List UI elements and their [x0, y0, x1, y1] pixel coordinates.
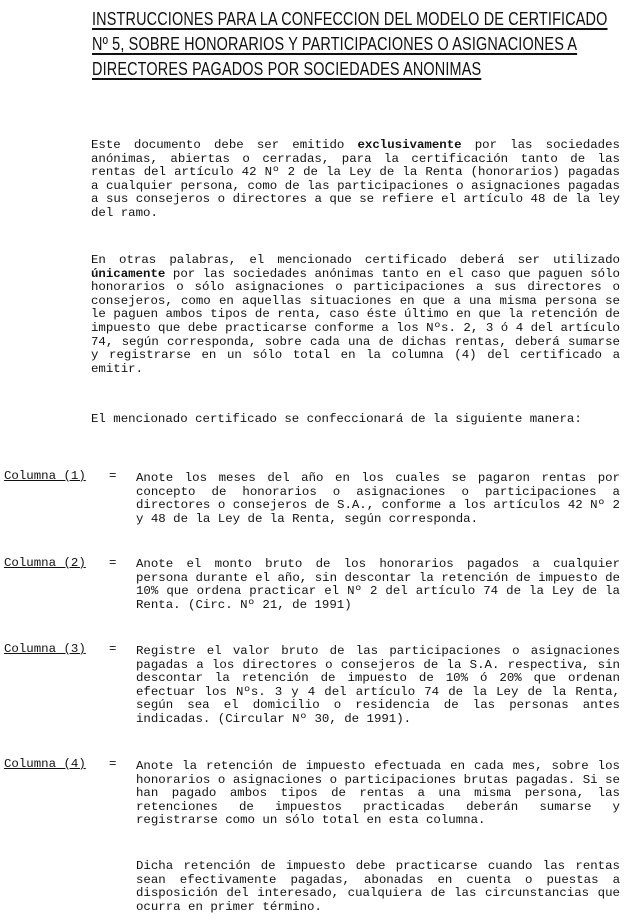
- intro-p2-emphasis: únicamente: [91, 266, 166, 281]
- column-2-description: Anote el monto bruto de los honorarios pagados a cualquier persona durante el año, sin descontar la retención de impuesto de 10% que ordena practicar el Nº 2 del artículo 74 de la Ley de la Renta. (Circ. Nº 21, de 1991): [136, 557, 620, 612]
- intro-p1-text-a: Este documento debe ser emitido: [91, 138, 358, 152]
- intro-paragraph-2: [91, 254, 620, 376]
- column-3-equals: =: [109, 642, 117, 656]
- column-1-equals: =: [109, 469, 117, 483]
- column-2-label: Columna (2): [4, 556, 86, 570]
- intro-p2-text-b: por las sociedades anónimas tanto en el caso que paguen sólo honorarios o sólo asignaciones o participaciones a sus directores o consejeros, como en aquellas situaciones en que a una misma persona se le paguen ambos tipos de renta, caso éste último en que la retención de impuesto que debe practicarse conforme a los Nºs. 2, 3 ó 4 del artículo 74, según corresponda, sobre cada una de dichas rentas, deberá sumarse y registrarse en un sólo total en la columna (4) del certificado a emitir.: [91, 266, 620, 376]
- title-line-3: DIRECTORES PAGADOS POR SOCIEDADES ANONIMAS: [92, 58, 482, 79]
- column-4-label: Columna (4): [4, 757, 86, 771]
- column-2-equals: =: [109, 556, 117, 570]
- document-title: [92, 6, 622, 81]
- column-1-description: Anote los meses del año en los cuales se pagaron rentas por concepto de honorarios o asignaciones o participaciones a directores o consejeros de S.A., conforme a los artículos 42 Nº 2 y 48 de la Ley de la Renta, según corresponda.: [136, 471, 620, 526]
- intro-p1-emphasis: exclusivamente: [357, 138, 462, 152]
- column-3-description: Registre el valor bruto de las participaciones o asignaciones pagadas a los directores o consejeros de la S.A. respectiva, sin descontar la retención de impuesto de 10% ó 20% que ordenan efectuar los Nºs. 3 y 4 del artículo 74 de la Ley de la Renta, según sea el domicilio o residencia de las personas antes indicadas. (Circular Nº 30, de 1991).: [136, 644, 620, 726]
- title-line-1: INSTRUCCIONES PARA LA CONFECCION DEL MODELO DE CERTIFICADO: [92, 8, 608, 29]
- intro-paragraph-1: [91, 139, 620, 221]
- intro-paragraph-3: El mencionado certificado se confeccionará de la siguiente manera:: [91, 412, 582, 426]
- column-1-label: Columna (1): [4, 469, 86, 483]
- title-line-2: Nº 5, SOBRE HONORARIOS Y PARTICIPACIONES O ASIGNACIONES A: [92, 33, 578, 54]
- intro-p2-text-a: En otras palabras, el mencionado certificado deberá ser utilizado: [91, 253, 620, 267]
- column-4-description: Anote la retención de impuesto efectuada en cada mes, sobre los honorarios o asignaciones o participaciones brutas pagadas. Si se han pagado ambos tipos de rentas a una misma persona, las retenciones de impuestos practicadas deberán sumarse y registrarse como un sólo total en esta columna.: [136, 759, 620, 828]
- column-4-equals: =: [109, 757, 117, 771]
- intro-p1-text-b: por las sociedades anónimas, abiertas o cerradas, para la certificación tanto de las rentas del artículo 42 Nº 2 de la Ley de la Renta (honorarios) pagadas a cualquier persona, como de las participaciones o asignaciones pagadas a sus consejeros o directores a que se refiere el artículo 48 de la ley del ramo.: [91, 138, 620, 220]
- column-3-label: Columna (3): [4, 642, 86, 656]
- column-4-description-2: Dicha retención de impuesto debe practicarse cuando las rentas sean efectivamente pagadas, abonadas en cuenta o puestas a disposición del interesado, cualquiera de las circunstancias que ocurra en primer término.: [136, 859, 620, 914]
